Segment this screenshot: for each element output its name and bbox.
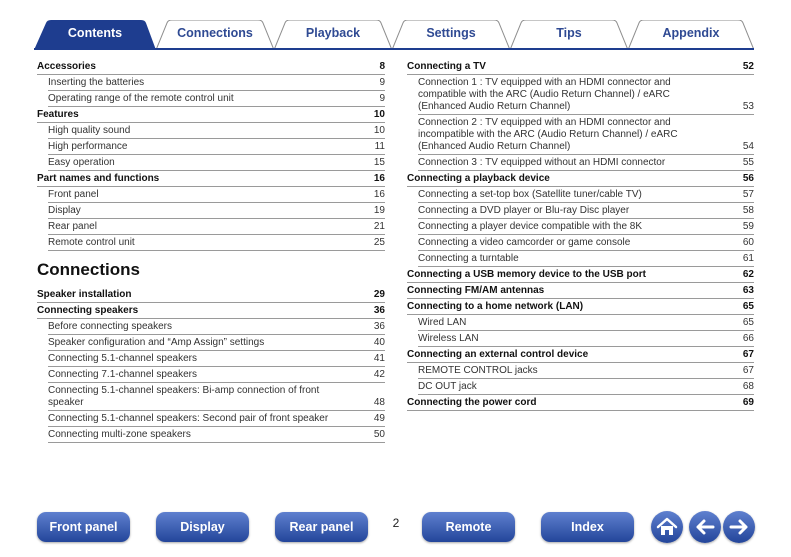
front-panel-button[interactable]: Front panel <box>37 512 130 542</box>
toc-entry-link[interactable] <box>418 75 754 115</box>
toc-page-number: 11 <box>374 140 385 152</box>
toc-page-number: 66 <box>742 332 754 344</box>
display-button[interactable]: Display <box>156 512 249 542</box>
toc-page-number: 68 <box>742 380 754 392</box>
toc-entry-link[interactable] <box>48 219 385 235</box>
remote-button[interactable]: Remote <box>422 512 515 542</box>
toc-entry-link[interactable] <box>418 251 754 267</box>
home-icon <box>651 511 683 543</box>
toc-page-number: 15 <box>373 156 385 168</box>
forward-arrow-icon <box>723 511 755 543</box>
toc-entry-link[interactable] <box>48 235 385 251</box>
toc-entry-link[interactable] <box>48 411 385 427</box>
toc-entry-title: Inserting the batteries <box>48 76 145 88</box>
toc-page-number: 56 <box>742 172 754 184</box>
toc-heading-link[interactable] <box>407 283 754 299</box>
tab-tips[interactable] <box>510 20 628 50</box>
toc-entry-title: Wireless LAN <box>418 332 479 344</box>
toc-heading-link[interactable] <box>407 395 754 411</box>
toc-heading-link[interactable] <box>407 267 754 283</box>
toc-heading-link[interactable] <box>37 171 385 187</box>
back-button[interactable] <box>689 511 721 543</box>
toc-page-number: 48 <box>373 396 385 408</box>
toc-entry-link[interactable] <box>48 75 385 91</box>
toc-entry-title: Part names and functions <box>37 172 160 184</box>
toc-entry-title: Connection 2 : TV equipped with an HDMI connector and incompatible with the ARC (Audio Return Channel) / eARC (Enhanced Audio Return Channel) <box>418 116 678 152</box>
toc-entry-link[interactable] <box>48 187 385 203</box>
toc-entry-link[interactable] <box>48 155 385 171</box>
toc-entry-title: REMOTE CONTROL jacks <box>418 364 538 376</box>
toc-page-number: 54 <box>742 140 754 152</box>
toc-entry-title: Wired LAN <box>418 316 467 328</box>
tab-label: Contents <box>67 26 123 40</box>
toc-page-number: 19 <box>373 204 385 216</box>
toc-entry-link[interactable] <box>418 379 754 395</box>
toc-page-number: 59 <box>742 220 754 232</box>
toc-entry-link[interactable] <box>418 155 754 171</box>
toc-entry-title: Accessories <box>37 60 96 72</box>
toc-entry-title: Connecting to a home network (LAN) <box>407 300 584 312</box>
toc-heading-link[interactable] <box>37 303 385 319</box>
toc-heading-link[interactable] <box>407 171 754 187</box>
toc-page-number: 36 <box>373 304 385 316</box>
toc-entry-title: High quality sound <box>48 124 131 136</box>
tab-bar <box>34 20 754 50</box>
toc-heading-link[interactable] <box>407 59 754 75</box>
tab-connections[interactable] <box>156 20 274 50</box>
toc-heading-link[interactable] <box>37 59 385 75</box>
toc-entry-link[interactable] <box>48 123 385 139</box>
toc-entry-link[interactable] <box>418 235 754 251</box>
toc-entry-link[interactable] <box>48 351 385 367</box>
toc-entry-title: Connecting 7.1-channel speakers <box>48 368 197 380</box>
toc-page-number: 65 <box>742 300 754 312</box>
toc-entry-link[interactable] <box>48 139 385 155</box>
toc-page-number: 41 <box>373 352 385 364</box>
toc-group-connections <box>37 287 385 443</box>
toc-entry-title: Connecting a DVD player or Blu-ray Disc player <box>418 204 630 216</box>
toc-entry-link[interactable] <box>418 187 754 203</box>
toc-entry-title: Speaker configuration and “Amp Assign” settings <box>48 336 265 348</box>
toc-page-number: 57 <box>742 188 754 200</box>
toc-page-number: 10 <box>373 108 385 120</box>
toc-heading-link[interactable] <box>37 107 385 123</box>
toc-entry-link[interactable] <box>48 319 385 335</box>
toc-page-number: 65 <box>742 316 754 328</box>
toc-entry-title: Remote control unit <box>48 236 135 248</box>
toc-entry-link[interactable] <box>48 335 385 351</box>
page-number: 2 <box>392 516 400 530</box>
tab-appendix[interactable] <box>628 20 754 50</box>
toc-entry-title: Display <box>48 204 81 216</box>
tab-label: Playback <box>305 26 361 40</box>
tab-contents[interactable] <box>34 20 156 50</box>
toc-page-number: 67 <box>742 348 754 360</box>
toc-page-number: 67 <box>742 364 754 376</box>
toc-page-number: 53 <box>742 100 754 112</box>
forward-button[interactable] <box>723 511 755 543</box>
toc-entry-title: Speaker installation <box>37 288 132 300</box>
tab-label: Appendix <box>662 26 720 40</box>
toc-entry-link[interactable] <box>418 219 754 235</box>
toc-page-number: 25 <box>373 236 385 248</box>
toc-entry-link[interactable] <box>48 427 385 443</box>
toc-entry-link[interactable] <box>418 115 754 155</box>
toc-page-number: 42 <box>373 368 385 380</box>
toc-page-number: 49 <box>373 412 385 424</box>
toc-entry-title: Connecting a playback device <box>407 172 550 184</box>
toc-entry-link[interactable] <box>418 363 754 379</box>
toc-entry-title: Connection 3 : TV equipped without an HDMI connector <box>418 156 666 168</box>
toc-entry-title: Features <box>37 108 79 120</box>
toc-entry-title: Connecting a set-top box (Satellite tuner/cable TV) <box>418 188 642 200</box>
tab-playback[interactable] <box>274 20 392 50</box>
toc-left-column <box>37 59 385 443</box>
toc-entry-link[interactable] <box>48 367 385 383</box>
tab-label: Settings <box>426 26 476 40</box>
toc-page-number: 10 <box>373 124 385 136</box>
toc-entry-title: Connecting 5.1-channel speakers: Second pair of front speaker <box>48 412 329 424</box>
section-title: Connections <box>37 260 140 279</box>
toc-page-number: 21 <box>373 220 385 232</box>
toc-entry-title: Connection 1 : TV equipped with an HDMI connector and compatible with the ARC (Audio Return Channel) / eARC (Enhanced Audio Return Channel) <box>418 76 671 112</box>
toc-heading-link[interactable] <box>407 299 754 315</box>
toc-page-number: 52 <box>742 60 754 72</box>
toc-entry-title: Connecting a TV <box>407 60 486 72</box>
toc-page-number: 36 <box>373 320 385 332</box>
tab-label: Tips <box>556 26 582 40</box>
toc-entry-title: Connecting speakers <box>37 304 139 316</box>
tab-underline <box>34 48 754 50</box>
toc-group-getting-started <box>37 59 385 251</box>
toc-page-number: 60 <box>742 236 754 248</box>
toc-page-number: 29 <box>373 288 385 300</box>
toc-entry-title: Front panel <box>48 188 99 200</box>
rear-panel-button[interactable]: Rear panel <box>275 512 368 542</box>
toc-entry-title: Connecting an external control device <box>407 348 589 360</box>
toc-entry-title: Connecting multi-zone speakers <box>48 428 191 440</box>
toc-page-number: 16 <box>373 172 385 184</box>
toc-right-column <box>407 59 754 411</box>
toc-entry-title: Connecting a turntable <box>418 252 519 264</box>
toc-entry-title: Connecting 5.1-channel speakers <box>48 352 197 364</box>
toc-entry-title: Easy operation <box>48 156 115 168</box>
toc-entry-link[interactable] <box>418 203 754 219</box>
toc-page-number: 55 <box>742 156 754 168</box>
toc-entry-title: Before connecting speakers <box>48 320 172 332</box>
toc-page-number: 9 <box>379 76 385 88</box>
toc-entry-title: Rear panel <box>48 220 97 232</box>
toc-page-number: 16 <box>373 188 385 200</box>
toc-entry-link[interactable] <box>418 315 754 331</box>
toc-page-number: 8 <box>379 60 385 72</box>
toc-entry-title: Connecting the power cord <box>407 396 537 408</box>
toc-entry-link[interactable] <box>48 91 385 107</box>
toc-entry-link[interactable] <box>48 203 385 219</box>
toc-page-number: 40 <box>373 336 385 348</box>
tab-label: Connections <box>177 26 253 40</box>
toc-heading-link[interactable] <box>407 347 754 363</box>
toc-entry-title: Connecting a USB memory device to the USB port <box>407 268 646 280</box>
toc-page-number: 9 <box>379 92 385 104</box>
toc-entry-title: Connecting FM/AM antennas <box>407 284 545 296</box>
index-button[interactable]: Index <box>541 512 634 542</box>
toc-page-number: 50 <box>373 428 385 440</box>
toc-page-number: 61 <box>742 252 754 264</box>
toc-entry-link[interactable] <box>418 331 754 347</box>
back-arrow-icon <box>689 511 721 543</box>
toc-entry-title: Operating range of the remote control unit <box>48 92 234 104</box>
toc-entry-title: DC OUT jack <box>418 380 477 392</box>
toc-heading-link[interactable] <box>37 287 385 303</box>
toc-page-number: 62 <box>742 268 754 280</box>
toc-entry-title: Connecting a video camcorder or game console <box>418 236 631 248</box>
toc-entry-title: High performance <box>48 140 128 152</box>
tab-settings[interactable] <box>392 20 510 50</box>
toc-entry-title: Connecting 5.1-channel speakers: Bi-amp connection of front speaker <box>48 384 320 408</box>
home-button[interactable] <box>651 511 683 543</box>
toc-page-number: 63 <box>742 284 754 296</box>
toc-page-number: 58 <box>742 204 754 216</box>
toc-entry-title: Connecting a player device compatible with the 8K <box>418 220 643 232</box>
toc-page-number: 69 <box>742 396 754 408</box>
toc-entry-link[interactable] <box>48 383 385 411</box>
